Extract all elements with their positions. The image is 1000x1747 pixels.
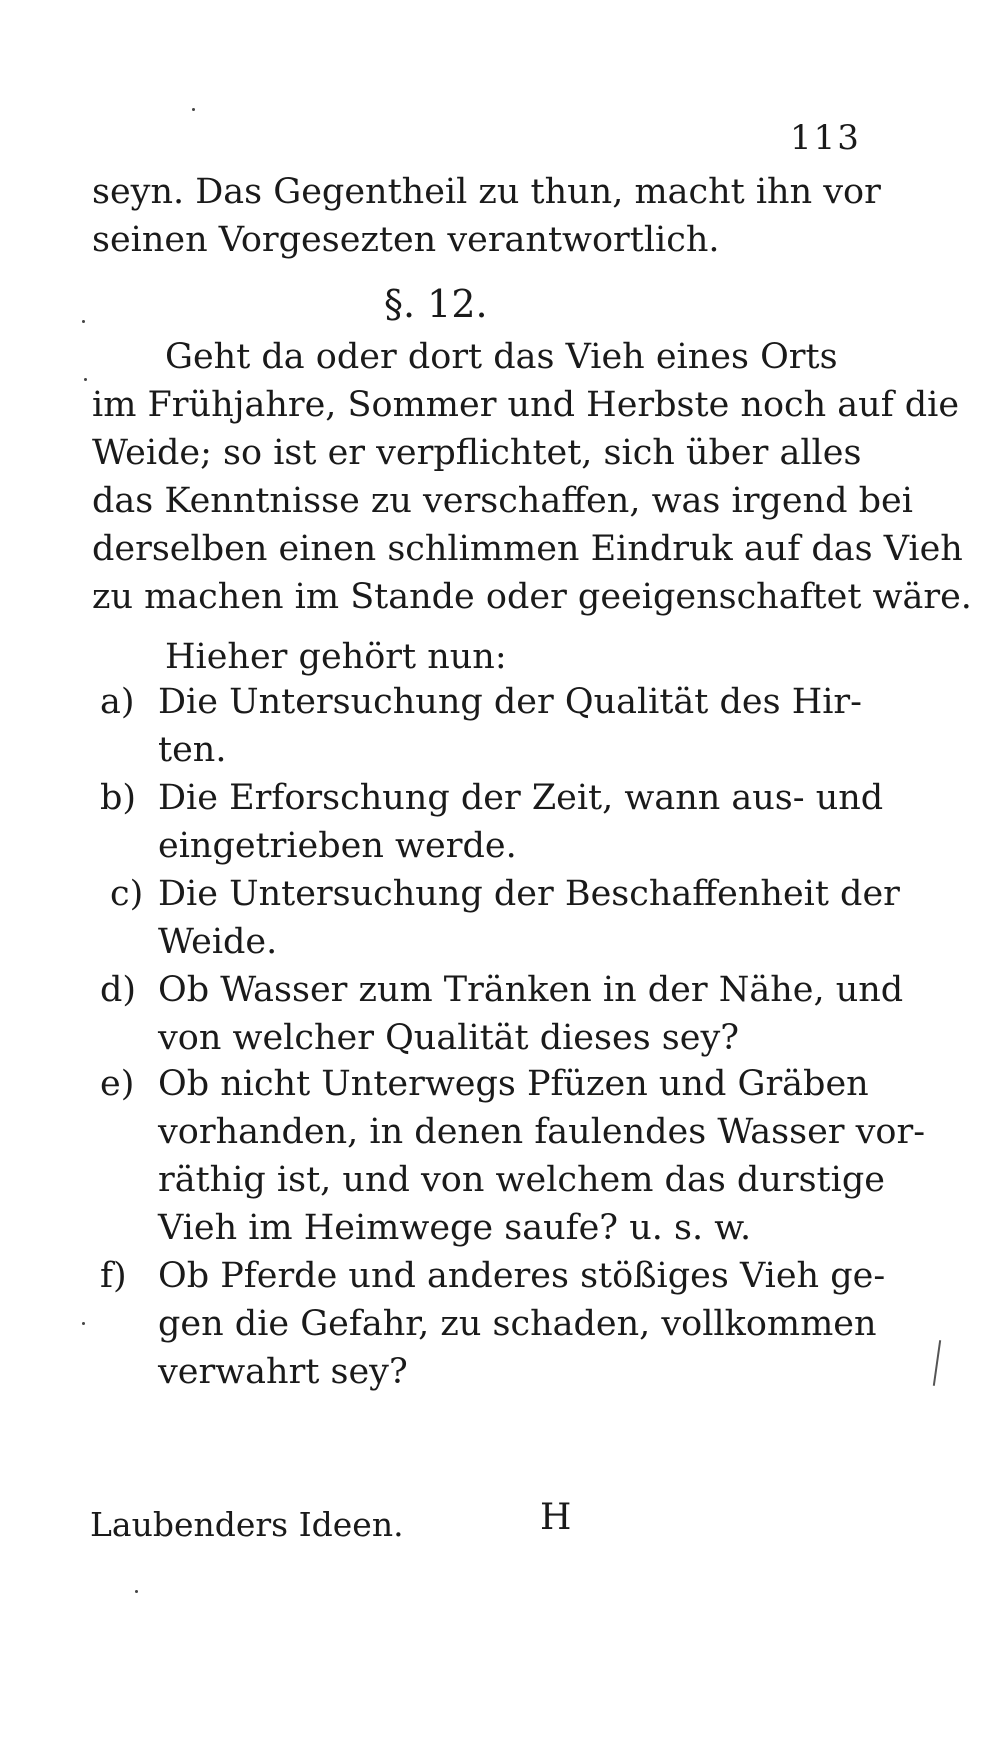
list-item-label: a) [100, 682, 135, 722]
list-item-line: Die Untersuchung der Qualität des Hir- [158, 682, 862, 722]
list-item-line: Ob Wasser zum Tränken in der Nähe, und [158, 970, 904, 1010]
paragraph-line: zu machen im Stande oder geeigenschaftet wäre. [92, 577, 972, 617]
list-intro: Hieher gehört nun: [165, 637, 507, 677]
list-item-line: gen die Gefahr, zu schaden, vollkommen [158, 1304, 877, 1344]
paragraph-line: Weide; so ist er verpflichtet, sich über alles [92, 433, 862, 473]
paragraph-line: im Frühjahre, Sommer und Herbste noch auf die [92, 385, 960, 425]
list-item-line: Weide. [158, 922, 278, 962]
scan-speck [84, 378, 87, 381]
list-item-line: Ob Pferde und anderes stößiges Vieh ge- [158, 1256, 886, 1296]
footer-signature-mark: H [540, 1497, 572, 1538]
paragraph-line: das Kenntnisse zu verschaffen, was irgend bei [92, 481, 913, 521]
scan-speck [135, 1590, 138, 1593]
scan-speck [82, 320, 85, 323]
footer-signature: Laubenders Ideen. [90, 1505, 404, 1544]
list-item-line: Die Untersuchung der Beschaffenheit der [158, 874, 900, 914]
list-item-line: verwahrt sey? [158, 1352, 408, 1392]
scan-mark [933, 1340, 941, 1386]
list-item-label: f) [100, 1256, 127, 1296]
list-item-label: c) [110, 874, 144, 914]
list-item-line: eingetrieben werde. [158, 826, 517, 866]
list-item-line: Ob nicht Unterwegs Pfüzen und Gräben [158, 1064, 869, 1104]
list-item-line: räthig ist, und von welchem das durstige [158, 1160, 885, 1200]
list-item-label: b) [100, 778, 137, 818]
list-item-line: ten. [158, 730, 227, 770]
scan-speck [192, 108, 195, 111]
paragraph-line: Geht da oder dort das Vieh eines Orts [165, 337, 838, 377]
list-item-label: e) [100, 1064, 135, 1104]
list-item-line: vorhanden, in denen faulendes Wasser vor- [158, 1112, 926, 1152]
text-line: seinen Vorgesezten verantwortlich. [92, 220, 720, 260]
list-item-line: Die Erforschung der Zeit, wann aus- und [158, 778, 884, 818]
paragraph-line: derselben einen schlimmen Eindruk auf das Vieh [92, 529, 963, 569]
section-heading: §. 12. [384, 282, 488, 326]
page-number: 113 [790, 118, 861, 158]
list-item-label: d) [100, 970, 137, 1010]
text-line: seyn. Das Gegentheil zu thun, macht ihn vor [92, 172, 881, 212]
list-item-line: Vieh im Heimwege saufe? u. s. w. [158, 1208, 752, 1248]
list-item-line: von welcher Qualität dieses sey? [158, 1018, 739, 1058]
scan-speck [82, 1322, 85, 1325]
